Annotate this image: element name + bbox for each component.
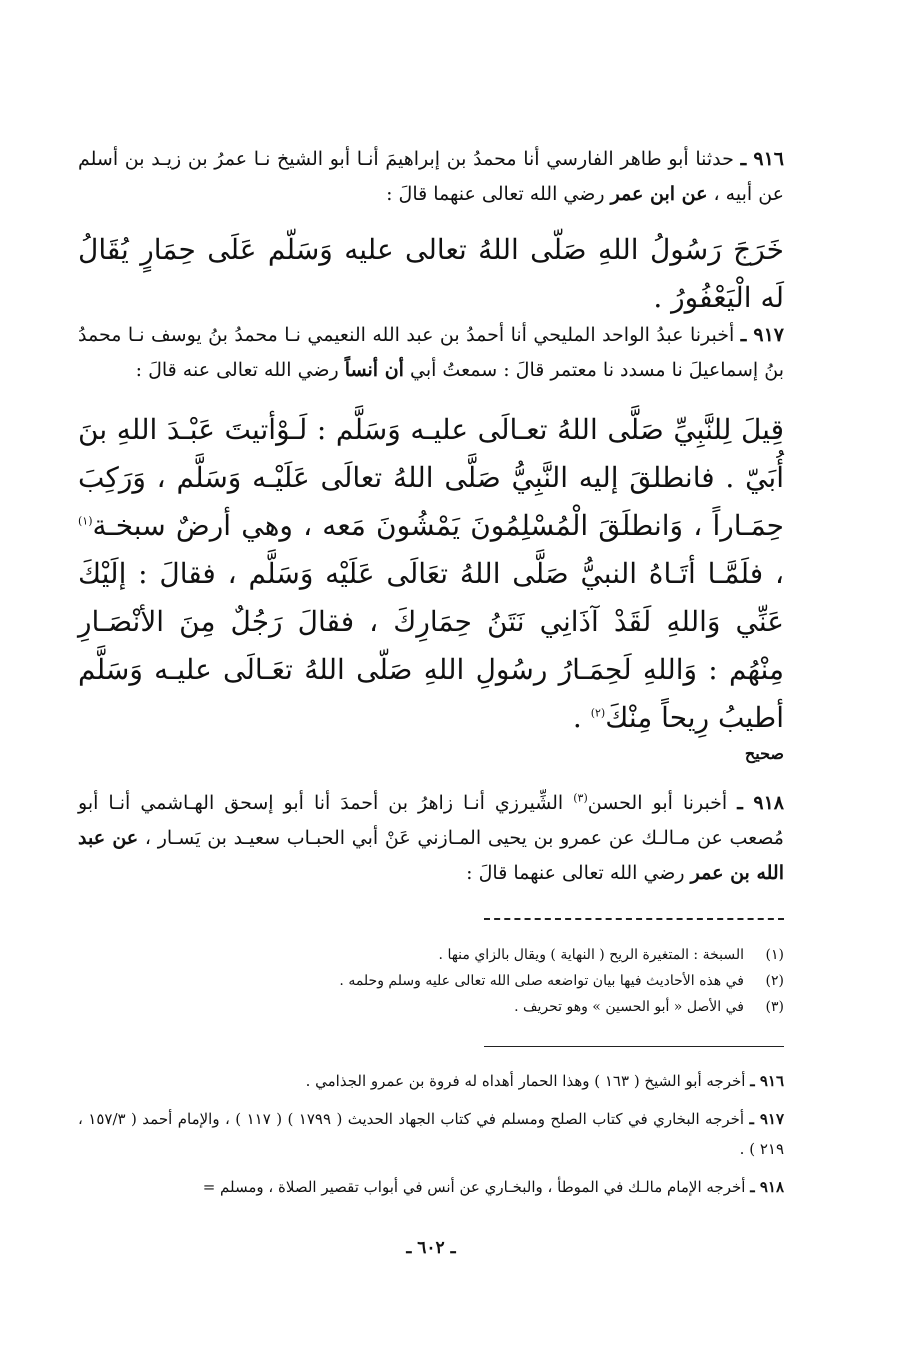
footnote-ref[interactable]: (٢)	[590, 706, 606, 720]
sahabi-name: عن ابن عمر	[610, 183, 708, 205]
footnotes	[78, 942, 784, 1020]
takhrij-item	[78, 1172, 784, 1202]
matn-part: قِيلَ لِلنَّبِيِّ صَلَّى اللهُ تعـالَى عليـه وَسَلَّم : لَـوْأتيتَ عَبْـدَ اللهِ بنَ أُبَيّ . فانطلقَ إليه النَّبِيُّ صَلَّى اللهُ تعالَى عَلَيْـه وَسَلَّم ، وَرَكِبَ حِمَـاراً ، وَانطلَقَ الْمُسْلِمُونَ يَمْشُونَ مَعه ، وهي أرضٌ سبخـة	[78, 413, 784, 542]
hadith-number: ٩١٧ ـ	[740, 324, 784, 346]
sahabi-name: أن أنساً	[344, 359, 404, 381]
hadith-number: ٩١٦ ـ	[740, 148, 785, 170]
takhrij-section	[78, 1066, 784, 1202]
isnad-tail: رضي الله تعالى عنهما قالَ :	[466, 862, 685, 884]
hadith-916-matn: خَرَجَ رَسُولُ اللهِ صَلّى اللهُ تعالى عليه وَسَلّم عَلَى حِمَارٍ يُقَالُ لَه الْيَعْفُورُ .	[78, 233, 784, 314]
footnote-text: في الأصل « أبو الحسين » وهو تحريف .	[514, 999, 744, 1015]
hadith-grade: صحيح	[744, 744, 784, 763]
hadith-917-matn	[78, 406, 784, 742]
isnad-text: الشِّيرزي أنـا زاهرُ بن أحمدَ أنا أبو إسحق الهـاشمي أنـا أبو مُصعب عن مـالـك عن عمرو بن يحيى المـازني عَنْ أبي الحبـاب سعيـد بن يَسـار ،	[78, 792, 784, 849]
footnote-item	[78, 942, 784, 968]
matn-part: ، فلَمَّـا أتَـاهُ النبيُّ صَلَّى اللهُ تعَالَى عَلَيْه وَسَلَّم ، فقالَ : إلَيْكَ عَنِّي وَاللهِ لَقَدْ آذَانِي نَتَنُ حِمَارِكَ ، فقالَ رَجُلٌ مِنَ الأنْصَـارِ مِنْهُم : وَاللهِ لَحِمَـارُ رسُولِ اللهِ صَلّى اللهُ تعَـالَى عليـه وَسَلَّم أطيبُ رِيحاً مِنْكَ	[78, 557, 784, 734]
hadith-916-isnad	[78, 142, 784, 212]
hadith-917-isnad	[78, 318, 784, 388]
takhrij-text: أخرجه الإمام مالـك في الموطأ ، والبخـاري عن أنس في أبواب تقصير الصلاة ، ومسلم =	[202, 1178, 746, 1196]
takhrij-item	[78, 1066, 784, 1096]
footnote-ref[interactable]: (٣)	[573, 791, 588, 805]
footnote-text: في هذه الأحاديث فيها بيان تواضعه صلى الله تعالى عليه وسلم وحلمه .	[339, 973, 744, 989]
isnad-text: حدثنا أبو طاهر الفارسي أنا محمدُ بن إبراهيمَ أنـا أبو الشيخ نـا عمرُ بن زيـد بن أسلم عن أبيه ،	[78, 148, 784, 205]
footnote-mark: (٢)	[765, 973, 784, 989]
footnote-ref[interactable]: (١)	[78, 514, 93, 528]
footnote-mark: (١)	[765, 947, 784, 963]
takhrij-number: ٩١٦ ـ	[750, 1072, 784, 1090]
takhrij-item	[78, 1104, 784, 1164]
footnote-separator	[484, 918, 784, 920]
footnote-mark: (٣)	[765, 999, 784, 1015]
hadith-number: ٩١٨ ـ	[737, 792, 785, 814]
sahabi-name: عن عبد الله بن عمر	[78, 827, 784, 884]
footnote-item	[78, 994, 784, 1020]
hadith-916	[78, 142, 784, 322]
hadith-917	[78, 318, 784, 742]
matn-part: .	[572, 701, 591, 734]
takhrij-number: ٩١٧ ـ	[749, 1110, 785, 1128]
page-number: ـ ٦٠٢ ـ	[406, 1238, 456, 1258]
takhrij-text: أخرجه أبو الشيخ ( ١٦٣ ) وهذا الحمار أهداه له فروة بن عمرو الجذامي .	[305, 1072, 746, 1090]
takhrij-number: ٩١٨ ـ	[750, 1178, 784, 1196]
isnad-text: أخبرنا عبدُ الواحد المليحي أنا أحمدُ بن عبد الله النعيمي نـا محمدُ بنُ يوسف نـا محمدُ بنُ إسماعيلَ نا مسدد نا معتمر قالَ : سمعتُ أبي	[78, 324, 784, 381]
takhrij-text: أخرجه البخاري في كتاب الصلح ومسلم في كتاب الجهاد الحديث ( ١٧٩٩ ) ( ١١٧ ) ، والإمام أحمد ( ١٥٧/٣ ، ٢١٩ ) .	[78, 1110, 784, 1158]
isnad-tail: رضي الله تعالى عنهما قالَ :	[386, 183, 605, 205]
takhrij-separator	[484, 1046, 784, 1047]
footnote-text: السبخة : المتغيرة الريح ( النهاية ) ويقال بالزاي منها .	[438, 947, 744, 963]
hadith-918-isnad	[78, 786, 784, 891]
isnad-tail: رضي الله تعالى عنه قالَ :	[135, 359, 339, 381]
footnote-item	[78, 968, 784, 994]
isnad-text: أخبرنا أبو الحسن	[587, 792, 728, 814]
hadith-918	[78, 786, 784, 891]
